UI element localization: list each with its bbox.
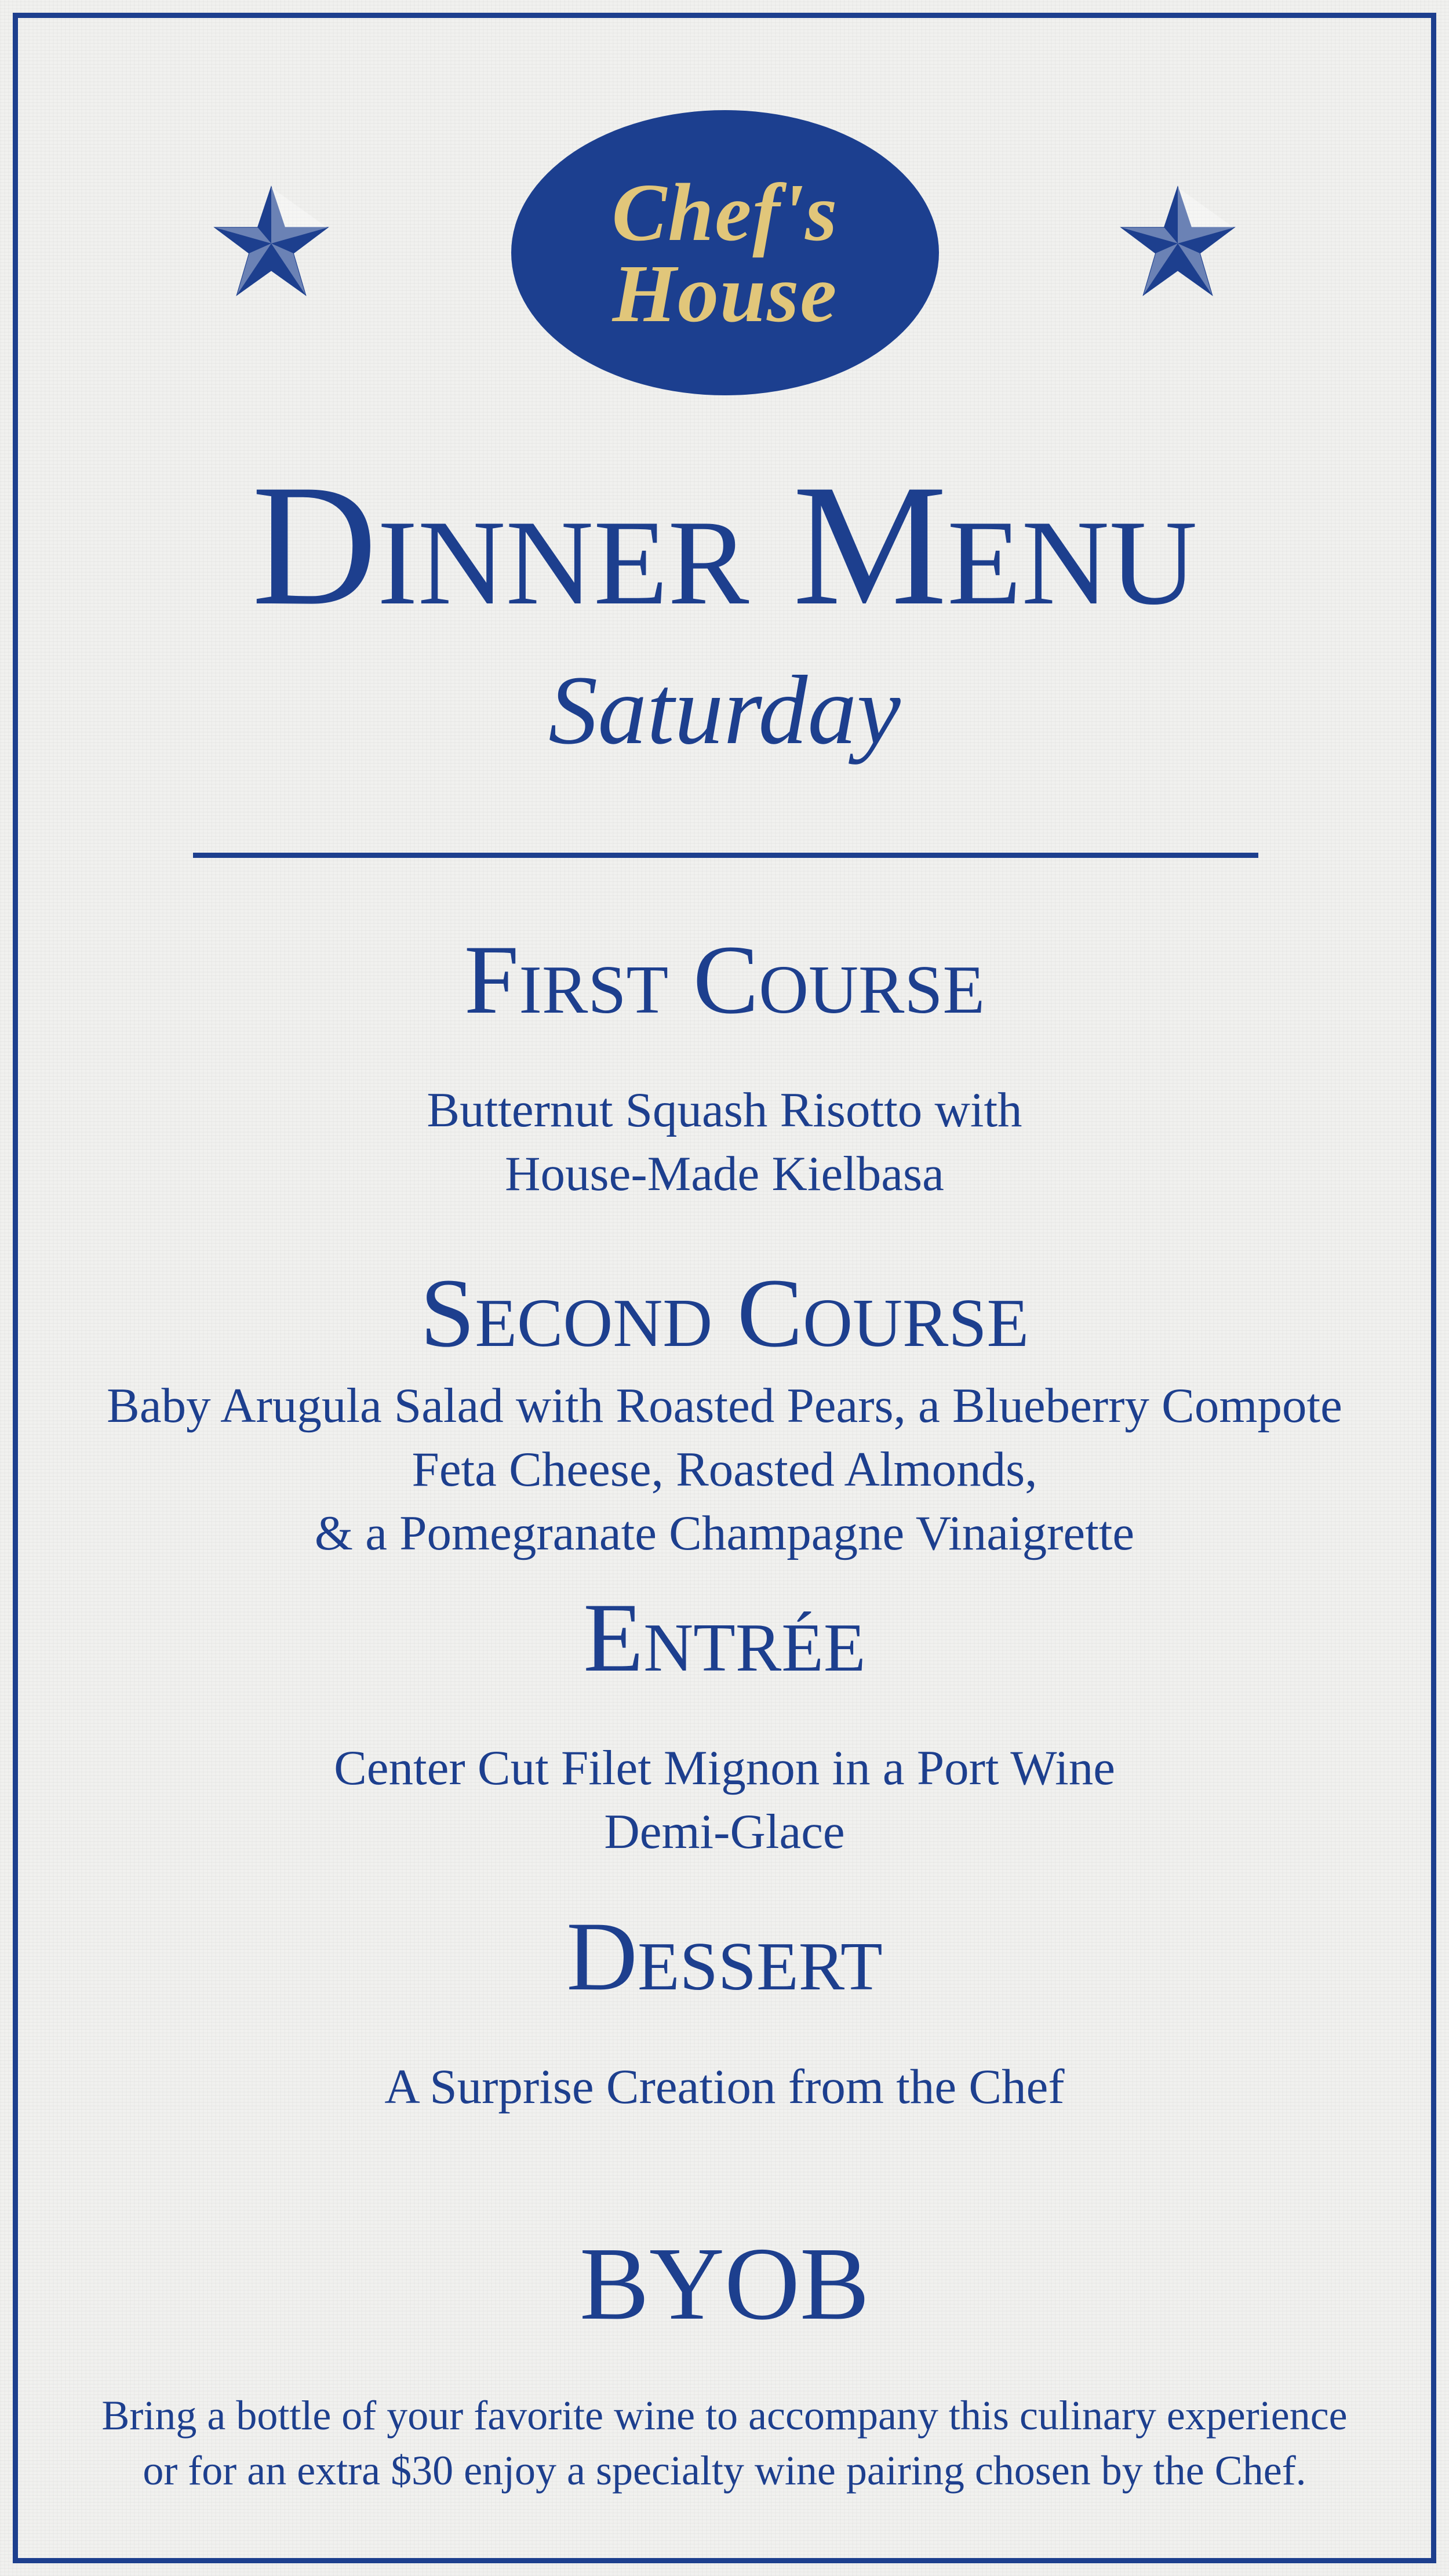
dessert-description [0,2055,1449,2119]
menu-title: Dinner Menu [252,449,1197,641]
second-course-line: & a Pomegranate Champagne Vinaigrette [314,1506,1135,1560]
second-course-line: Baby Arugula Salad with Roasted Pears, a Blueberry Compote [107,1378,1342,1433]
logo-line-1: Chef's [611,166,839,258]
second-course-heading: Second Course [420,1258,1029,1367]
chefs-house-logo [511,110,939,395]
menu-day: Saturday [548,656,901,765]
dessert-heading: Dessert [566,1902,883,2011]
entree-heading: Entrée [583,1583,866,1692]
entree-line: Center Cut Filet Mignon in a Port Wine [334,1741,1115,1795]
second-course-description [0,1374,1449,1565]
second-course-line: Feta Cheese, Roasted Almonds, [412,1442,1037,1497]
first-course-line: Butternut Squash Risotto with [427,1083,1022,1137]
byob-line: Bring a bottle of your favorite wine to accompany this culinary experience [101,2392,1348,2439]
byob-note [0,2388,1449,2498]
divider [193,853,1258,858]
entree-line: Demi-Glace [604,1804,845,1859]
first-course-description [0,1078,1449,1206]
star-icon [210,183,332,304]
logo-line-2: House [612,248,838,339]
star-icon [1117,183,1239,304]
entree-description [0,1736,1449,1864]
dessert-line: A Surprise Creation from the Chef [384,2060,1065,2114]
byob-line: or for an extra $30 enjoy a specialty wine pairing chosen by the Chef. [143,2447,1306,2494]
first-course-line: House-Made Kielbasa [505,1147,944,1201]
byob-title: BYOB [579,2226,870,2341]
first-course-heading: First Course [464,925,985,1034]
